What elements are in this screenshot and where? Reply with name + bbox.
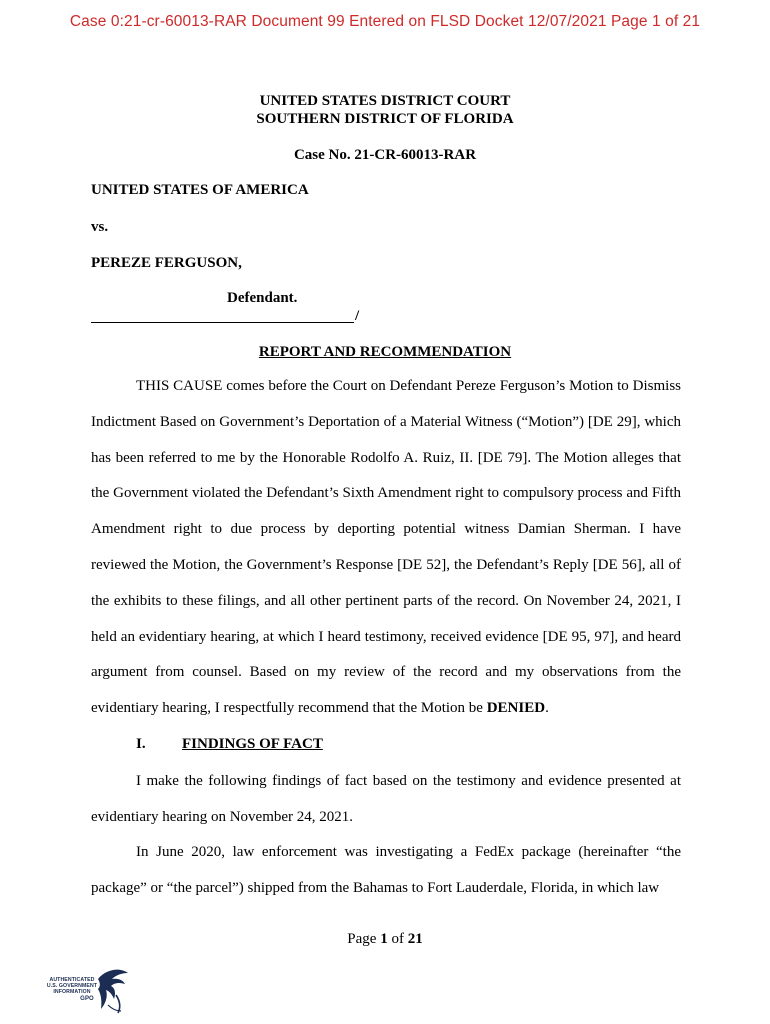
- page-footer: [0, 931, 770, 948]
- seal-line4: GPO: [80, 996, 94, 1002]
- caption-rule: [91, 322, 354, 323]
- caption-slash: /: [355, 308, 360, 324]
- footer-current-page: 1: [380, 931, 388, 947]
- intro-paragraph-text: THIS CAUSE comes before the Court on Defendant Pereze Ferguson’s Motion to Dismiss Indictment Based on Government’s Deportation of a Material Witness (“Motion”) [DE 29], which has been referred to me by the Honorable Rodolfo A. Ruiz, II. [DE 79]. The Motion alleges that the Government violated the Defendant’s Sixth Amendment right to compulsory process and Fifth Amendment right to due process by deporting potential witness Damian Sherman. I have reviewed the Motion, the Government’s Response [DE 52], the Defendant’s Reply [DE 56], all of the exhibits to these filings, and all other pertinent parts of the record. On November 24, 2021, I held an evidentiary hearing, at which I heard testimony, received evidence [DE 95, 97], and heard argument from counsel. Based on my review of the record and my observations from the evidentiary hearing, I respectfully recommend that the Motion be: [91, 378, 681, 717]
- seal-line3: INFORMATION: [53, 989, 91, 995]
- footer-of-word: of: [391, 931, 404, 947]
- defendant-name: PEREZE FERGUSON,: [91, 255, 242, 271]
- docket-header: Case 0:21-cr-60013-RAR Document 99 Entered on FLSD Docket 12/07/2021 Page 1 of 21: [69, 13, 701, 30]
- footer-page-word: Page: [347, 931, 377, 947]
- intro-paragraph: [91, 369, 681, 727]
- facts-paragraph: In June 2020, law enforcement was investigating a FedEx package (hereinafter “the package” or “the parcel”) shipped from the Bahamas to Fort Lauderdale, Florida, in which law: [91, 844, 681, 896]
- intro-paragraph-end: .: [545, 700, 549, 717]
- case-number: Case No. 21-CR-60013-RAR: [293, 147, 477, 163]
- court-name-line1: UNITED STATES DISTRICT COURT: [259, 93, 511, 109]
- court-name-line2: SOUTHERN DISTRICT OF FLORIDA: [256, 111, 514, 127]
- report-title: REPORT AND RECOMMENDATION: [258, 344, 512, 360]
- section-title: FINDINGS OF FACT: [182, 736, 323, 752]
- findings-paragraph: I make the following findings of fact based on the testimony and evidence presented at evidentiary hearing on November 24, 2021.: [91, 773, 681, 825]
- eagle-icon: [94, 965, 132, 1015]
- seal-line2: U.S. GOVERNMENT: [46, 983, 98, 989]
- versus-label: vs.: [91, 219, 109, 235]
- section-number: I.: [136, 736, 146, 752]
- gpo-authentication-seal: [42, 965, 132, 1015]
- defendant-label: Defendant.: [227, 290, 298, 306]
- denied-emphasis: DENIED: [486, 700, 546, 717]
- plaintiff-name: UNITED STATES OF AMERICA: [91, 182, 309, 198]
- footer-total-pages: 21: [407, 931, 423, 947]
- seal-line1: AUTHENTICATED: [49, 977, 95, 983]
